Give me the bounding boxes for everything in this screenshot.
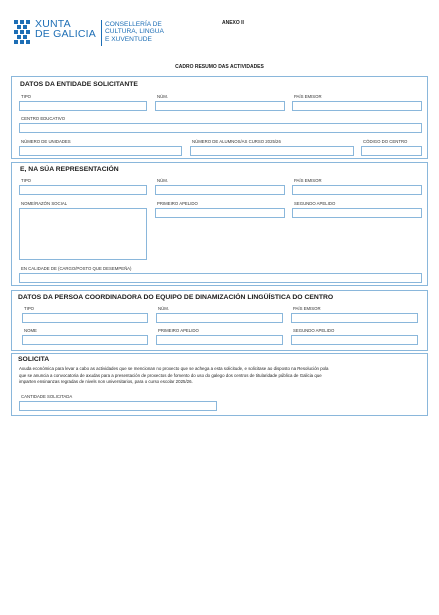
- coordinator-title: DATOS DA PERSOA COORDINADORA DO EQUIPO DE DINAMIZACIÓN LINGÜÍSTICA DO CENTRO: [18, 294, 334, 301]
- header-divider: [101, 20, 102, 46]
- coord-tipo-label: TIPO: [24, 306, 35, 311]
- request-amount-field[interactable]: [19, 401, 217, 411]
- rep-pais-field[interactable]: [292, 185, 422, 195]
- applicant-num-field[interactable]: [155, 101, 285, 111]
- coord-nome-field[interactable]: [22, 335, 148, 345]
- applicant-tipo-label: TIPO: [21, 94, 32, 99]
- request-line3: imparten ensinanzas regradas de nivels non universitarios, para o curso escolar 2025/26.: [19, 379, 193, 385]
- request-amount-label: CANTIDADE SOLICITADA: [21, 394, 73, 399]
- dept-line2: CULTURA, LINGUA: [105, 28, 164, 36]
- coord-pais-label: PAÍS EMISOR: [293, 306, 321, 311]
- applicant-pais-label: PAÍS EMISOR: [294, 94, 322, 99]
- xunta-line1: XUNTA: [35, 18, 71, 30]
- coord-num-field[interactable]: [156, 313, 283, 323]
- applicant-codigo-field[interactable]: [361, 146, 422, 156]
- coord-apelido1-label: PRIMEIRO APELIDO: [158, 328, 199, 333]
- applicant-codigo-label: CÓDIGO DO CENTRO: [363, 139, 408, 144]
- request-line2: que se anuncia a convocatoria de axudas para a presentación de proxectos de fomento do uso do galego dos centros de titularidade pública de Galicia que: [19, 372, 322, 378]
- applicant-title: DATOS DA ENTIDADE SOLICITANTE: [20, 81, 138, 88]
- dept-line1: CONSELLERÍA DE: [105, 21, 162, 28]
- coordinator-section: [11, 290, 428, 351]
- coord-apelido2-label: SEGUNDO APELIDO: [293, 328, 335, 333]
- rep-tipo-label: TIPO: [21, 178, 32, 183]
- rep-apelido2-label: SEGUNDO APELIDO: [294, 201, 336, 206]
- rep-nome-label: NOME/RAZÓN SOCIAL: [21, 201, 68, 206]
- applicant-num-label: NÚM.: [157, 94, 168, 99]
- annex-label: ANEXO II: [222, 20, 244, 26]
- coord-apelido1-field[interactable]: [156, 335, 283, 345]
- coord-apelido2-field[interactable]: [291, 335, 418, 345]
- request-title: SOLICITA: [18, 356, 50, 363]
- department-name: [105, 21, 164, 43]
- rep-tipo-field[interactable]: [19, 185, 147, 195]
- rep-apelido2-field[interactable]: [292, 208, 422, 218]
- rep-pais-label: PAÍS EMISOR: [294, 178, 322, 183]
- coord-tipo-field[interactable]: [22, 313, 148, 323]
- representative-title: E, NA SÚA REPRESENTACIÓN: [20, 166, 119, 173]
- applicant-section: [11, 76, 428, 159]
- xunta-logo: [14, 19, 34, 49]
- coord-num-label: NÚM.: [158, 306, 169, 311]
- document-title: CADRO RESUMO DAS ACTIVIDADES: [175, 64, 264, 70]
- applicant-alumnado-field[interactable]: [190, 146, 354, 156]
- applicant-unidades-label: NÚMERO DE UNIDADES: [21, 139, 71, 144]
- representative-section: [11, 162, 428, 286]
- request-section: [11, 353, 428, 416]
- rep-num-label: NÚM.: [157, 178, 168, 183]
- rep-apelido1-label: PRIMEIRO APELIDO: [157, 201, 198, 206]
- applicant-unidades-field[interactable]: [19, 146, 182, 156]
- coord-nome-label: NOME: [24, 328, 37, 333]
- rep-apelido1-field[interactable]: [155, 208, 285, 218]
- applicant-centro-field[interactable]: [19, 123, 422, 133]
- coord-pais-field[interactable]: [291, 313, 418, 323]
- applicant-centro-label: CENTRO EDUCATIVO: [21, 116, 66, 121]
- rep-num-field[interactable]: [155, 185, 285, 195]
- applicant-alumnado-label: NÚMERO DE ALUMNOS/AS CURSO 2025/26: [192, 139, 281, 144]
- rep-calidade-label: EN CALIDADE DE (CARGO/POSTO QUE DESEMPEÑA): [21, 266, 132, 271]
- rep-calidade-field[interactable]: [19, 273, 422, 283]
- rep-nome-field[interactable]: [19, 208, 147, 260]
- applicant-pais-field[interactable]: [292, 101, 422, 111]
- applicant-tipo-field[interactable]: [19, 101, 147, 111]
- request-text: [19, 366, 424, 386]
- xunta-wordmark: [35, 20, 96, 39]
- dept-line3: E XUVENTUDE: [105, 35, 152, 43]
- xunta-line2: DE GALICIA: [35, 27, 96, 40]
- request-line1: Axuda económica para levar a cabo as actividades que se mencionan no proxecto que se achega a esta solicitude, e solicitase ao disposto na Resolución pola: [19, 366, 329, 371]
